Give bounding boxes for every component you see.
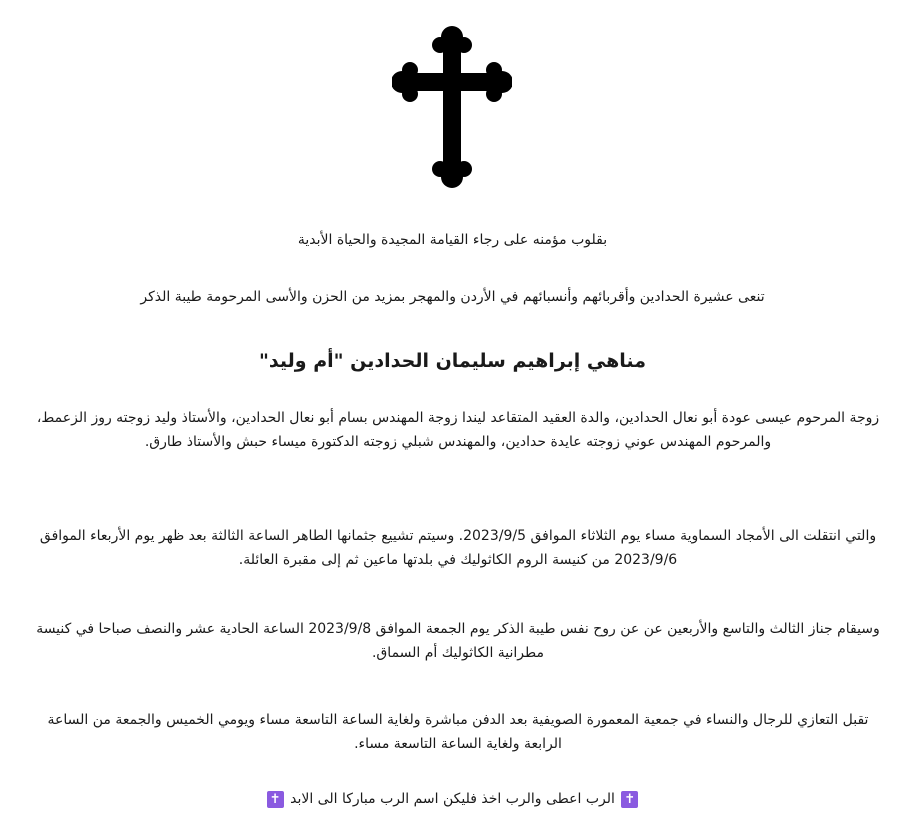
closing-verse-text: الرب اعطى والرب اخذ فليكن اسم الرب مباركا الى الابد (290, 791, 615, 807)
latin-cross-emoji-icon: ✝ (267, 791, 284, 808)
memorial-paragraph: وسيقام جناز الثالث والتاسع والأربعين عن عن روح نفس طيبة الذكر يوم الجمعة الموافق 2023/9/8 الساعة الحادية عشر والنصف صباحا في كنيسة مطرانية الكاثوليك أم السماق. (36, 621, 880, 661)
condolence-paragraph: تقبل التعازي للرجال والنساء في جمعية المعمورة الصويفية بعد الدفن مباشرة ولغاية الساعة التاسعة مساء ويومي الخميس والجمعة من الساعة الرابعة ولغاية الساعة التاسعة مساء. (47, 712, 869, 752)
funeral-paragraph: والتي انتقلت الى الأمجاد السماوية مساء يوم الثلاثاء الموافق 2023/9/5. وسيتم تشييع جثمانها الطاهر الساعة الثالثة بعد ظهر يوم الأربعاء الموافق 2023/9/6 من كنيسة الروم الكاثوليك في بلدتها ماعين ثم إلى مقبرة العائلة. (39, 528, 877, 568)
family-paragraph: زوجة المرحوم عيسى عودة أبو نعال الحدادين، والدة العقيد المتقاعد ليندا زوجة المهندس بسام أبو نعال الحدادين، والأستاذ وليد زوجته روز الزعمط، والمرحوم المهندس عوني زوجته عايدة حدادين، والمهندس شبلي زوجته الدكتورة ميساء حبش والأستاذ طارق. (36, 410, 880, 450)
latin-cross-emoji-icon: ✝ (621, 791, 638, 808)
budded-cross-svg (392, 25, 512, 190)
deceased-name-heading: مناهي إبراهيم سليمان الحدادين "أم وليد" (259, 350, 646, 372)
announcement-line: تنعى عشيرة الحدادين وأقربائهم وأنسبائهم في الأردن والمهجر بمزيد من الحزن والأسى المرحومة طيبة الذكر (140, 289, 765, 305)
closing-verse (20, 788, 885, 810)
cross-icon (392, 25, 512, 190)
intro-line: بقلوب مؤمنه على رجاء القيامة المجيدة والحياة الأبدية (297, 232, 608, 248)
